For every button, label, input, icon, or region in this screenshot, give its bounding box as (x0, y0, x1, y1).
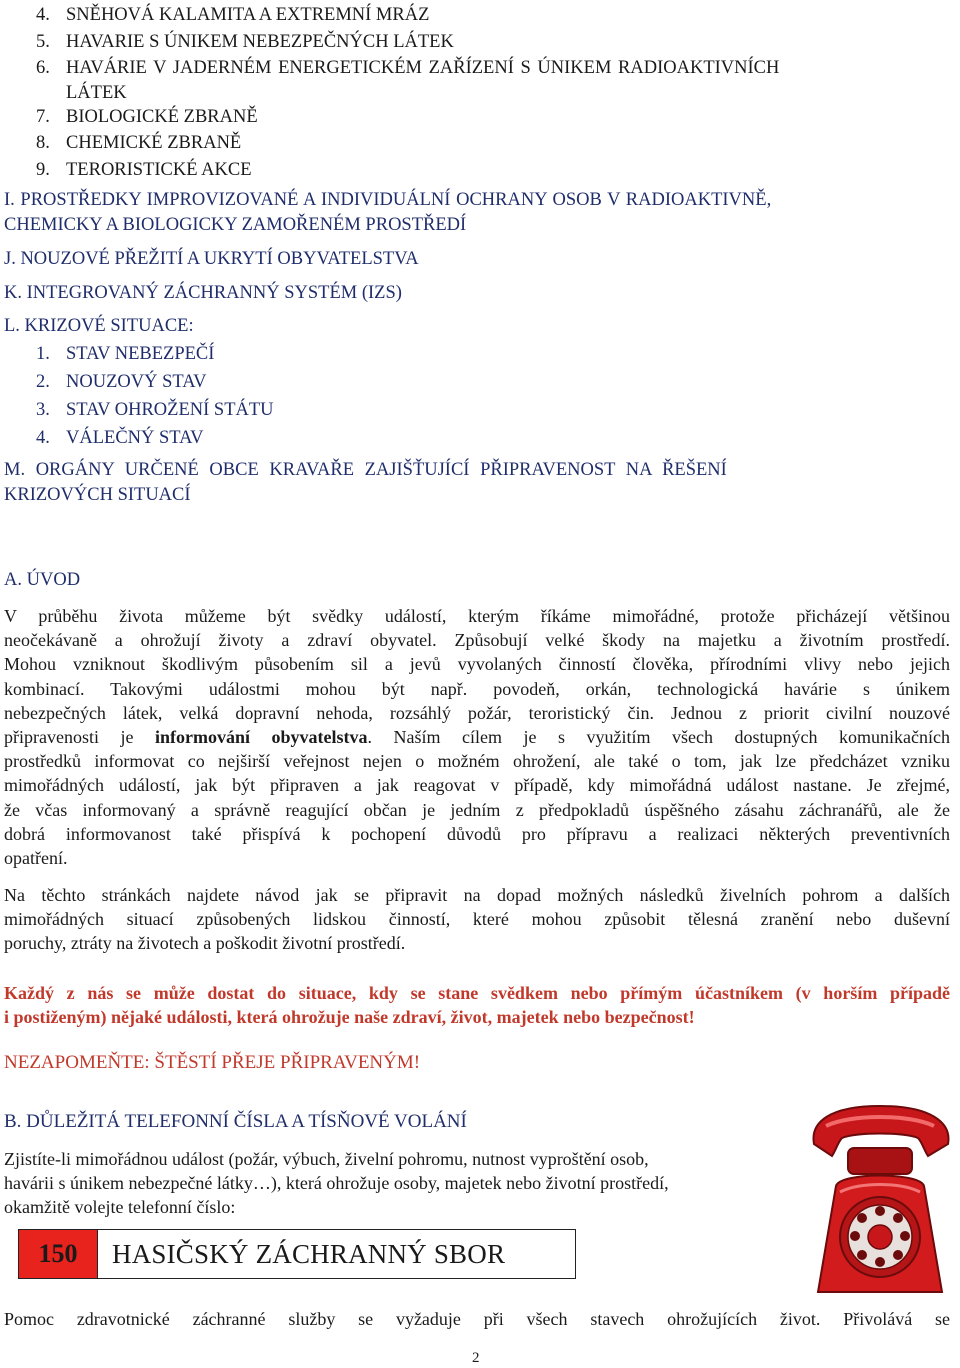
toc-item: 7. BIOLOGICKÉ ZBRANĚ (36, 106, 258, 127)
toc-crisis-item: 1. STAV NEBEZPEČÍ (36, 343, 215, 364)
toc-crisis-item: 3. STAV OHROŽENÍ STÁTU (36, 399, 274, 420)
bold-emphasis: informování obyvatelstva (155, 727, 368, 748)
emergency-number-box (18, 1229, 576, 1279)
toc-item: 8. CHEMICKÉ ZBRANĚ (36, 133, 242, 153)
emergency-service-name: HASIČSKÝ ZÁCHRANNÝ SBOR (112, 1238, 506, 1269)
red-telephone-icon (800, 1092, 960, 1300)
warning-text: Každý z nás se může dostat do situace, kdy se stane svědkem nebo přímým účastníkem (v horším případě i postiženým) nějaké události, která ohrožuje naše zdraví, život, majetek nebo bezpečnost! (4, 983, 950, 1028)
toc-section-m: M. ORGÁNY URČENÉ OBCE KRAVAŘE ZAJIŠŤUJÍCÍ PŘIPRAVENOST NA ŘEŠENÍ KRIZOVÝCH SITUACÍ (4, 459, 727, 505)
toc-item-continuation: LÁTEK (66, 82, 127, 103)
table-of-contents (4, 2, 956, 508)
toc-crisis-item: 2. NOUZOVÝ STAV (36, 371, 207, 392)
toc-crisis-item: 4. VÁLEČNÝ STAV (36, 427, 204, 448)
intro-paragraph: V průběhu života můžeme být svědky událostí, kterým říkáme mimořádné, protože přicházejí většinou neočekávaně a ohrožují životy a zdraví obyvatel. Způsobují velké škody na majetku a životním prostředí. Mohou vzniknout škodlivým působením sil a jevů vyvolaných činností člověka, přírodními vlivy nebo jejich kombinací. Takovými událostmi mohou být např. povodeň, orkán, technologická havárie s únikem nebezpečných látek, velká dopravní nehoda, rozsáhlý požár, teroristický čin. Jednou z priorit civilní nouzové připravenosti je informování obyvatelstva. Naším cílem je s využitím všech dostupných komunikačních prostředků informovat co nejširší veřejnost nejen o možném ohrožení, ale také o tom, jak lze předcházet vzniku mimořádných událostí, jak být připraven a jak reagovat v případě, kdy mimořádná událost nastane. Je zřejmé, že včas informovaný a správně reagující občan je jedním z předpokladů úspěšného zásahu záchranářů, ale že dobrá informovanost také přispívá k pochopení důvodů pro přípravu a realizaci některých preventivních opatření. (4, 606, 951, 869)
toc-section-l: L. KRIZOVÉ SITUACE: (4, 316, 194, 336)
section-heading-phones: B. DŮLEŽITÁ TELEFONNÍ ČÍSLA A TÍSŇOVÉ VOLÁNÍ (4, 1111, 467, 1132)
intro-paragraph-2: Na těchto stránkách najdete návod jak se připravit na dopad možných následků živelních pohrom a dalších mimořádných situací způsobených lidskou činností, které mohou způsobit tělesná zranění nebo duševní poruchy, ztráty na životech a poškodit životní prostředí. (4, 885, 950, 954)
toc-item: 9. TERORISTICKÉ AKCE (36, 159, 252, 180)
toc-item: 6. HAVÁRIE V JADERNÉM ENERGETICKÉM ZAŘÍZENÍ S ÚNIKEM RADIOAKTIVNÍCH (36, 58, 780, 78)
phones-intro: Zjistíte-li mimořádnou událost (požár, výbuch, živelní pohromu, nutnost vyproštění osob, havárii s únikem nebezpečné látky…), která ohrožuje osoby, majetek nebo životní prostředí, okamžitě volejte telefonní číslo: (4, 1149, 669, 1217)
toc-item: 4. SNĚHOVÁ KALAMITA A EXTREMNÍ MRÁZ (36, 5, 430, 25)
toc-section-i: I. PROSTŘEDKY IMPROVIZOVANÉ A INDIVIDUÁLNÍ OCHRANY OSOB V RADIOAKTIVNĚ, CHEMICKY A BIOLOGICKY ZAMOŘENÉM PROSTŘEDÍ (4, 190, 772, 235)
section-heading-intro: A. ÚVOD (4, 570, 81, 590)
toc-item: 5. HAVARIE S ÚNIKEM NEBEZPEČNÝCH LÁTEK (36, 31, 454, 52)
page-number: 2 (472, 1350, 480, 1366)
toc-section-k: K. INTEGROVANÝ ZÁCHRANNÝ SYSTÉM (IZS) (4, 282, 402, 303)
toc-section-j: J. NOUZOVÉ PŘEŽITÍ A UKRYTÍ OBYVATELSTVA (4, 249, 419, 269)
phones-after-text: Pomoc zdravotnické záchranné služby se vyžaduje při všech stavech ohrožujících život. Přivolává se (4, 1309, 950, 1329)
emergency-number: 150 (19, 1230, 98, 1278)
motto: NEZAPOMEŇTE: ŠTĚSTÍ PŘEJE PŘIPRAVENÝM! (4, 1052, 421, 1073)
